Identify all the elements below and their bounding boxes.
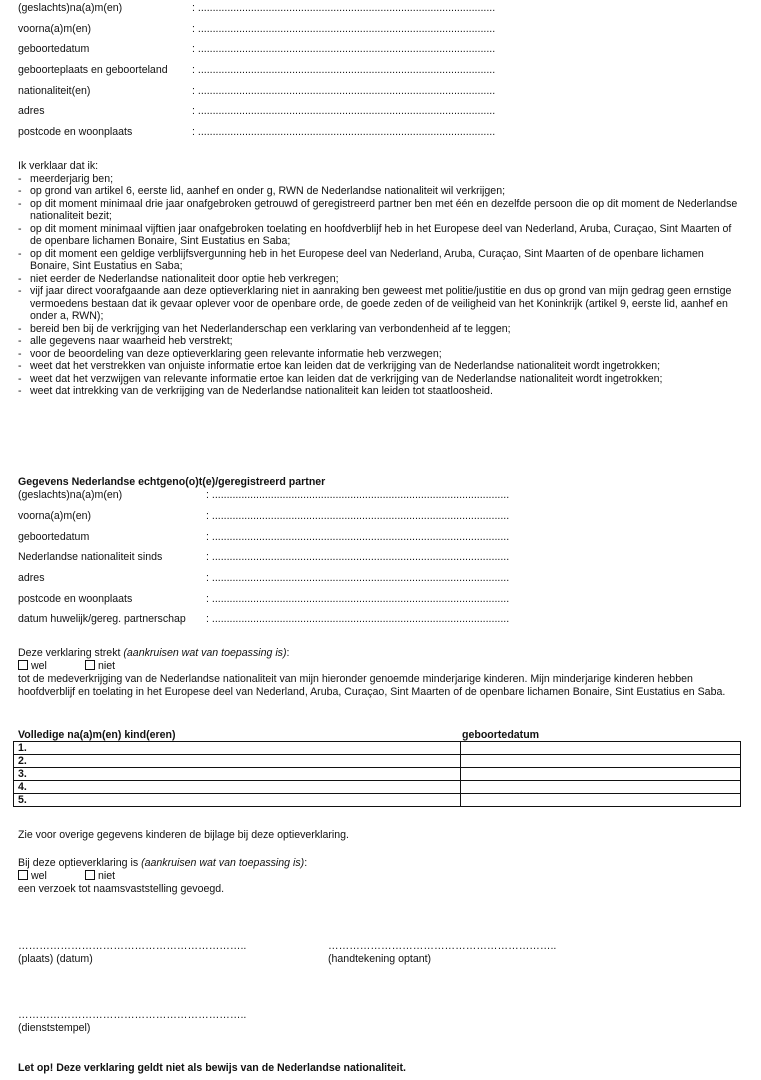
extends-body: tot de medeverkrijging van de Nederlandse nationaliteit van mijn hieronder genoemde minderjarige kinderen. Mijn minderjarige kinderen hebben hoofdverblijf en toelating in het Europese deel van Nederland, Aruba, Curaçao, Sint Maarten of de openbare lichamen Bonaire, Sint Eustatius en Saba. <box>18 673 726 698</box>
naming-wel-label: wel <box>31 870 47 882</box>
naming-niet-label: niet <box>98 870 116 882</box>
child-name-cell[interactable]: 3. <box>14 768 461 781</box>
child-birth-cell[interactable] <box>461 794 741 807</box>
appendix-note: Zie voor overige gegevens kinderen de bijlage bij deze optieverklaring. <box>18 829 349 841</box>
extends-wel-label: wel <box>31 660 47 672</box>
field-label: geboortedatum <box>18 43 90 55</box>
declaration-item: - niet eerder de Nederlandse nationaliteit door optie heb verkregen; <box>18 273 743 286</box>
child-name-cell[interactable]: 4. <box>14 781 461 794</box>
field-blank[interactable]: : ..................................................................................................... <box>206 551 510 563</box>
extends-niet-option[interactable] <box>85 660 115 673</box>
declaration-item: - weet dat het verzwijgen van relevante informatie ertoe kan leiden dat de verkrijging van de Nederlandse nationaliteit wordt ingetrokken; <box>18 373 743 386</box>
table-row <box>14 755 741 768</box>
field-label: postcode en woonplaats <box>18 126 133 138</box>
declaration-section <box>18 160 743 398</box>
declaration-item: - op grond van artikel 6, eerste lid, aanhef en onder g, RWN de Nederlandse nationaliteit wil verkrijgen; <box>18 185 743 198</box>
field-blank[interactable]: : ..................................................................................................... <box>192 105 496 117</box>
field-blank[interactable]: : ..................................................................................................... <box>192 23 496 35</box>
signature-line[interactable]: ……………………………………………………….. <box>328 940 557 952</box>
field-label: nationaliteit(en) <box>18 85 91 97</box>
declaration-item: - weet dat intrekking van de verkrijging van de Nederlandse nationaliteit kan leiden tot staatloosheid. <box>18 385 743 398</box>
declaration-item: - op dit moment een geldige verblijfsvergunning heb in het Europese deel van Nederland, Aruba, Curaçao, Sint Maarten of de openbare lichamen Bonaire, Sint Eustatius en Saba; <box>18 248 743 273</box>
children-col-name-header: Volledige na(a)m(en) kind(eren) <box>18 729 176 741</box>
field-blank[interactable]: : ..................................................................................................... <box>206 531 510 543</box>
stamp-line[interactable]: ……………………………………………………….. <box>18 1009 247 1021</box>
children-table <box>13 741 741 807</box>
field-blank[interactable]: : ..................................................................................................... <box>206 489 510 501</box>
child-name-cell[interactable]: 1. <box>14 742 461 755</box>
field-blank[interactable]: : ..................................................................................................... <box>192 43 496 55</box>
declaration-item: - weet dat het verstrekken van onjuiste informatie ertoe kan leiden dat de verkrijging van de Nederlandse nationaliteit wordt ingetrokken; <box>18 360 743 373</box>
table-row <box>14 768 741 781</box>
field-label: datum huwelijk/gereg. partnerschap <box>18 613 186 625</box>
field-blank[interactable]: : ..................................................................................................... <box>192 2 496 14</box>
naming-options <box>18 870 743 883</box>
declaration-item: - op dit moment minimaal drie jaar onafgebroken getrouwd of geregistreerd partner ben met één en dezelfde persoon die op dit moment de Nederlandse nationaliteit bezit; <box>18 198 743 223</box>
stamp-label: (dienststempel) <box>18 1022 91 1034</box>
table-row <box>14 742 741 755</box>
declaration-item: - voor de beoordeling van deze optieverklaring geen relevante informatie heb verzwegen; <box>18 348 743 361</box>
checkbox-icon[interactable] <box>18 660 28 670</box>
notice-text: Let op! Deze verklaring geldt niet als bewijs van de Nederlandse nationaliteit. <box>18 1062 406 1074</box>
naming-lead-colon: : <box>304 857 308 869</box>
child-birth-cell[interactable] <box>461 755 741 768</box>
table-row <box>14 794 741 807</box>
declaration-item: - alle gegevens naar waarheid heb verstrekt; <box>18 335 743 348</box>
table-row <box>14 781 741 794</box>
child-name-cell[interactable]: 5. <box>14 794 461 807</box>
field-label: postcode en woonplaats <box>18 593 133 605</box>
declaration-list <box>18 173 743 398</box>
field-label: (geslachts)na(a)m(en) <box>18 2 123 14</box>
field-label: adres <box>18 105 45 117</box>
place-date-line[interactable]: ……………………………………………………….. <box>18 940 247 952</box>
naming-wel-option[interactable] <box>18 870 47 882</box>
extends-lead-text: Deze verklaring strekt <box>18 647 124 659</box>
field-label: voorna(a)m(en) <box>18 510 92 522</box>
field-blank[interactable]: : ..................................................................................................... <box>192 64 496 76</box>
declaration-item: - vijf jaar direct voorafgaande aan deze optieverklaring niet in aanraking ben geweest met politie/justitie en dus op grond van mijn gedrag geen ernstige vermoedens bestaan dat ik gevaar oplever voor de openbare orde, de goede zeden of de veiligheid van het Koninkrijk (artikel 9, eerste lid, aanhef en onder a, RWN); <box>18 285 743 323</box>
field-label: Nederlandse nationaliteit sinds <box>18 551 163 563</box>
field-label: adres <box>18 572 45 584</box>
field-blank[interactable]: : ..................................................................................................... <box>192 126 496 138</box>
checkbox-icon[interactable] <box>18 870 28 880</box>
declaration-intro: Ik verklaar dat ik: <box>18 160 99 172</box>
field-blank[interactable]: : ..................................................................................................... <box>206 593 510 605</box>
field-blank[interactable]: : ..................................................................................................... <box>206 572 510 584</box>
child-name-cell[interactable]: 2. <box>14 755 461 768</box>
extends-wel-option[interactable] <box>18 660 47 672</box>
field-label: (geslachts)na(a)m(en) <box>18 489 123 501</box>
declaration-item: - bereid ben bij de verkrijging van het Nederlanderschap een verklaring van verbondenheid af te leggen; <box>18 323 743 336</box>
naming-tail: een verzoek tot naamsvaststelling gevoegd. <box>18 883 225 895</box>
extends-lead <box>18 647 743 660</box>
declaration-item: - op dit moment minimaal vijftien jaar onafgebroken toelating en hoofdverblijf heb in het Europese deel van Nederland, Aruba, Curaçao, Sint Maarten of de openbare lichamen Bonaire, Sint Eustatius en Saba; <box>18 223 743 248</box>
extends-niet-label: niet <box>98 660 116 672</box>
extends-lead-colon: : <box>286 647 290 659</box>
field-blank[interactable]: : ..................................................................................................... <box>192 85 496 97</box>
place-date-label: (plaats) (datum) <box>18 953 93 965</box>
naming-lead <box>18 857 743 870</box>
child-birth-cell[interactable] <box>461 768 741 781</box>
extends-options <box>18 660 743 673</box>
naming-lead-hint: (aankruisen wat van toepassing is) <box>141 857 305 869</box>
checkbox-icon[interactable] <box>85 660 95 670</box>
field-blank[interactable]: : ..................................................................................................... <box>206 510 510 522</box>
naming-niet-option[interactable] <box>85 870 115 883</box>
checkbox-icon[interactable] <box>85 870 95 880</box>
partner-heading: Gegevens Nederlandse echtgeno(o)t(e)/geregistreerd partner <box>18 476 326 488</box>
field-label: voorna(a)m(en) <box>18 23 92 35</box>
child-birth-cell[interactable] <box>461 781 741 794</box>
declaration-item: - meerderjarig ben; <box>18 173 743 186</box>
extends-lead-hint: (aankruisen wat van toepassing is) <box>123 647 287 659</box>
child-birth-cell[interactable] <box>461 742 741 755</box>
naming-lead-text: Bij deze optieverklaring is <box>18 857 142 869</box>
signature-label: (handtekening optant) <box>328 953 432 965</box>
field-label: geboorteplaats en geboorteland <box>18 64 168 76</box>
field-blank[interactable]: : ..................................................................................................... <box>206 613 510 625</box>
field-label: geboortedatum <box>18 531 90 543</box>
children-col-birth-header: geboortedatum <box>462 729 540 741</box>
